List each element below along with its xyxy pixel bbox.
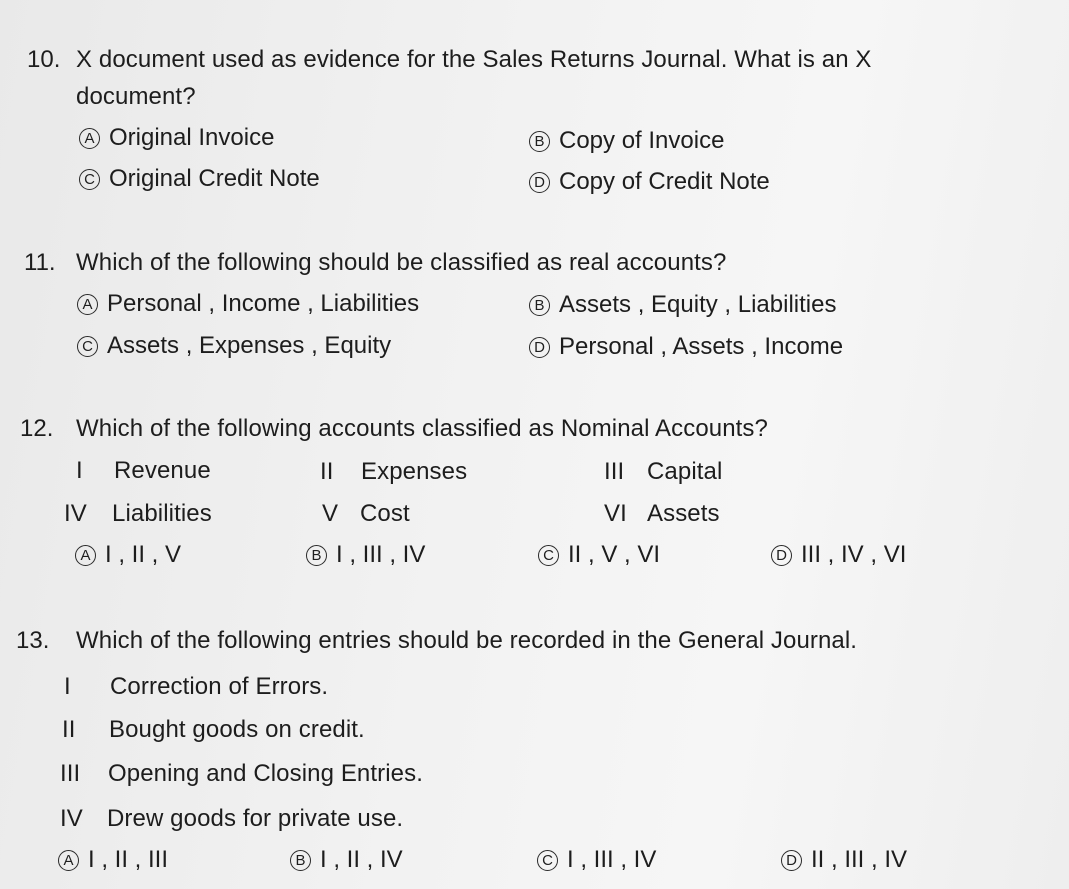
option-b[interactable]: [529, 127, 724, 155]
option-text: II , III , IV: [811, 846, 908, 873]
option-a[interactable]: [58, 846, 168, 874]
option-b[interactable]: [290, 846, 403, 874]
option-text: II , V , VI: [568, 541, 661, 568]
option-b[interactable]: [306, 541, 425, 569]
item-text: Drew goods for private use.: [107, 805, 404, 832]
question-stem: Which of the following entries should be recorded in the General Journal.: [76, 627, 858, 654]
option-b[interactable]: [529, 291, 836, 319]
question-stem-continued: document?: [76, 83, 196, 110]
roman-numeral: II: [62, 716, 76, 743]
item-text: Capital: [647, 458, 723, 485]
option-text: I , II , III: [88, 846, 169, 873]
option-text: Personal , Assets , Income: [559, 333, 844, 360]
item-text: Correction of Errors.: [110, 673, 329, 700]
option-text: I , III , IV: [336, 541, 426, 568]
option-d[interactable]: [529, 333, 843, 361]
option-c[interactable]: [77, 332, 391, 360]
option-text: Assets , Expenses , Equity: [107, 332, 392, 359]
roman-numeral: II: [320, 458, 334, 485]
question-number: 10.: [27, 46, 61, 73]
option-a[interactable]: [75, 541, 181, 569]
option-letter-badge: C: [537, 850, 558, 871]
roman-numeral: I: [64, 673, 71, 700]
roman-numeral: V: [322, 500, 339, 527]
option-c[interactable]: [537, 846, 656, 874]
option-text: I , II , V: [105, 541, 182, 568]
option-letter-badge: B: [290, 850, 311, 871]
option-text: I , III , IV: [567, 846, 657, 873]
option-letter-badge: B: [529, 131, 550, 152]
item-text: Bought goods on credit.: [109, 716, 365, 743]
option-text: Assets , Equity , Liabilities: [559, 291, 837, 318]
option-text: Original Credit Note: [109, 165, 320, 192]
option-letter-badge: D: [781, 850, 802, 871]
option-letter-badge: C: [79, 169, 100, 190]
roman-numeral: III: [60, 760, 81, 787]
question-number: 13.: [16, 627, 50, 654]
item-text: Assets: [647, 500, 720, 527]
option-text: Personal , Income , Liabilities: [107, 290, 420, 317]
roman-numeral: I: [76, 457, 83, 484]
option-a[interactable]: [79, 124, 274, 152]
option-letter-badge: D: [529, 172, 550, 193]
option-letter-badge: A: [58, 850, 79, 871]
item-text: Liabilities: [112, 500, 212, 527]
question-stem: Which of the following accounts classified as Nominal Accounts?: [76, 415, 768, 442]
option-letter-badge: C: [538, 545, 559, 566]
item-text: Expenses: [361, 458, 468, 485]
option-c[interactable]: [538, 541, 660, 569]
option-letter-badge: A: [77, 294, 98, 315]
option-letter-badge: D: [529, 337, 550, 358]
option-a[interactable]: [77, 290, 419, 318]
roman-numeral: VI: [604, 500, 627, 527]
option-d[interactable]: [781, 846, 907, 874]
question-stem: Which of the following should be classified as real accounts?: [76, 249, 727, 276]
option-d[interactable]: [529, 168, 770, 196]
option-letter-badge: C: [77, 336, 98, 357]
item-text: Cost: [360, 500, 410, 527]
option-c[interactable]: [79, 165, 320, 193]
option-text: Copy of Credit Note: [559, 168, 770, 195]
option-text: III , IV , VI: [801, 541, 907, 568]
item-text: Opening and Closing Entries.: [108, 760, 423, 787]
question-stem: X document used as evidence for the Sales Returns Journal. What is an X: [76, 46, 872, 73]
option-text: I , II , IV: [320, 846, 403, 873]
option-text: Original Invoice: [109, 124, 275, 151]
roman-numeral: IV: [64, 500, 87, 527]
question-number: 11.: [24, 249, 56, 276]
item-text: Revenue: [114, 457, 211, 484]
roman-numeral: III: [604, 458, 625, 485]
option-d[interactable]: [771, 541, 906, 569]
roman-numeral: IV: [60, 805, 83, 832]
option-letter-badge: D: [771, 545, 792, 566]
option-letter-badge: A: [79, 128, 100, 149]
option-letter-badge: A: [75, 545, 96, 566]
question-number: 12.: [20, 415, 54, 442]
option-letter-badge: B: [306, 545, 327, 566]
option-letter-badge: B: [529, 295, 550, 316]
option-text: Copy of Invoice: [559, 127, 725, 154]
